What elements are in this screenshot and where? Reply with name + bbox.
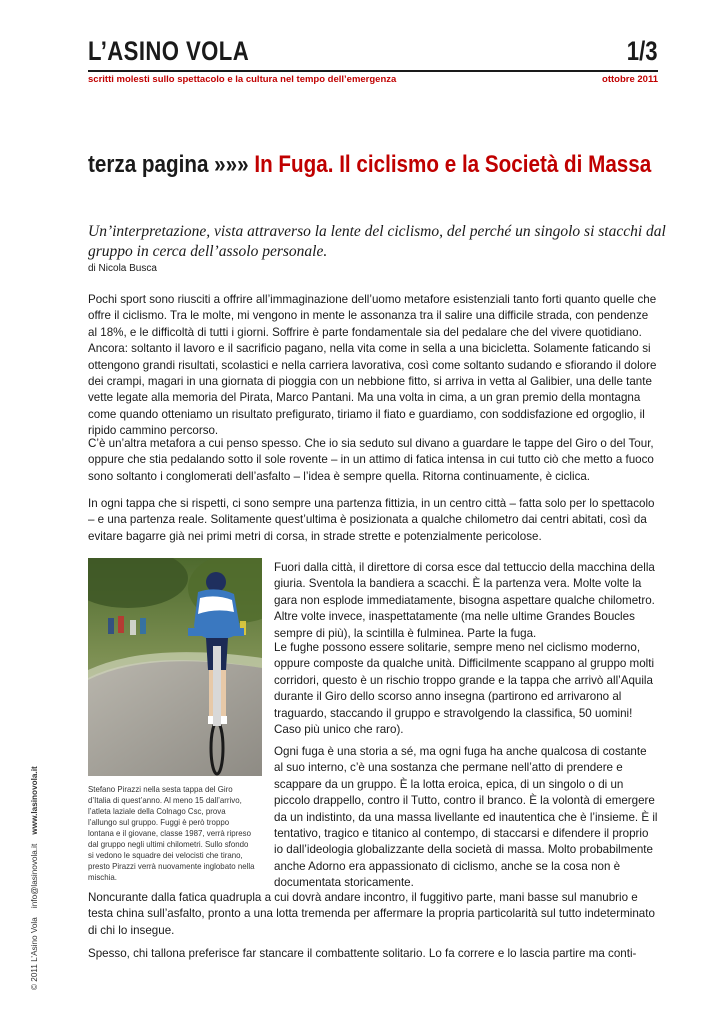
issue-date: ottobre 2011 (602, 74, 658, 85)
contact-email[interactable]: info@lasinovola.it (30, 843, 39, 909)
page-number: 1/3 (627, 36, 658, 66)
section-label: terza pagina »»» (88, 151, 249, 178)
website-link[interactable]: www.lasinovola.it (30, 766, 39, 835)
paragraph-3: In ogni tappa che si rispetti, ci sono sempre una partenza fittizia, in un centro città – fatta solo per lo spettacolo – e una partenza reale. Solitamente quest’ultima è posizionata a qualche chilometro dai centri abitati, così da evitare bagarre già nei primi metri di corsa, in strade strette e potenzialmente pericolose. (88, 497, 655, 543)
paragraph-4: Fuori dalla città, il direttore di corsa esce dal tettuccio della macchina della giuria. Sventola la bandiera a scacchi. È la partenza vera. Molte volte la gara non esplode immediatamente, bisogna aspettare qualche chilometro. Altre volte invece, inaspettatamente (ma nelle ultime Grandes Boucles sempre di più), la scintilla è fulminea. Parte la fuga. (274, 561, 655, 640)
article-headline (88, 150, 673, 179)
paragraph-2: C’è un’altra metafora a cui penso spesso. Che io sia seduto sul divano a guardare le tappe del Giro o del Tour, oppure che stia pedalando sotto il sole rovente – in un attimo di fatica intensa in cui tutto ciò che metto a fuoco sono soltanto i conglomerati dell’asfalto – l’idea è sempre quella. Ritorna continuamente, è ciclica. (88, 437, 654, 483)
article-lead: Un’interpretazione, vista attraverso la lente del ciclismo, del perché un singolo si stacchi dal gruppo in cerca dell’assolo personale. (88, 223, 666, 260)
article-title: In Fuga. Il ciclismo e la Società di Massa (254, 151, 652, 178)
paragraph-7: Noncurante dalla fatica quadrupla a cui dovrà andare incontro, il fuggitivo parte, mani basse sul manubrio e testa china sull’asfalto, pronto a una lotta tremenda per affermare la propria particolarità sul tutto indeterminato di chi lo insegue. (88, 891, 655, 937)
masthead-rule (88, 70, 658, 72)
masthead-title: L’ASINO VOLA (88, 36, 250, 66)
byline: di Nicola Busca (88, 263, 157, 274)
cyclist-photo (88, 558, 262, 776)
masthead-subtitle: scritti molesti sullo spettacolo e la cultura nel tempo dell’emergenza (88, 74, 397, 85)
paragraph-5: Le fughe possono essere solitarie, sempre meno nel ciclismo moderno, oppure composte da qualche unità. Difficilmente scappano al gruppo molti corridori, questo è un rischio troppo grande e la tappa che arrivò all’Aquila durante il Giro dello scorso anno insegna (partirono ed arrivarono al traguardo, staccando il gruppo e stravolgendo la classifica, 50 uomini! Caso più unico che raro). (274, 641, 655, 737)
paragraph-6: Ogni fuga è una storia a sé, ma ogni fuga ha anche qualcosa di costante al suo interno, c’è una sostanza che permane nell’atto di prendere e scappare da un gruppo. È la lotta eroica, epica, di un singolo o di un piccolo drappello, contro il Tutto, contro il branco. È la volontà di emergere da un indistinto, da una massa livellante ed inautentica che è l’insieme. È il tentativo, tragico e titanico al contempo, di staccarsi e difendere il proprio io dall’ideologia globalizzante della società di massa. Molto probabilmente anche Adorno era appassionato di ciclismo, anche se la cosa non è documentata storicamente. (274, 745, 658, 890)
paragraph-1: Pochi sport sono riusciti a offrire all’immaginazione dell’uomo metafore esistenziali tanto forti quanto quelle che offre il ciclismo. Tra le molte, mi vengono in mente le assonanza tra il salire una difficile strada, con pendenze al 18%, e le difficoltà di tutti i giorni. Soffrire è parte fondamentale sia del pedalare che del vivere quotidiano. Ancora: soltanto il lavoro e il sacrificio pagano, nella vita come in sella a una bicicletta. Solamente faticando si ottengono grandi risultati, scolastici e nella carriera lavorativa, così come soltanto sudando e sfiorando il dolore dei crampi, magari in una giornata di pioggia con un nebbione fitto, si arriva in vetta al Galibier, una delle tante vette legate alla memoria del Pirata, Marco Pantani. Ma una volta in cima, a un gran premio della montagna come quando otteniamo un risultato prefigurato, tiriamo il fiato e guardiamo, con soddisfazione ed orgoglio, il ripido cammino percorso. (88, 293, 657, 438)
paragraph-8: Spesso, chi tallona preferisce far stancare il combattente solitario. Lo fa correre e lo lascia partire ma conti- (88, 947, 637, 960)
copyright-text: © 2011 L’Asino Vola (30, 917, 39, 990)
sidebar-credits (30, 766, 39, 990)
photo-caption: Stefano Pirazzi nella sesta tappa del Giro d’Italia di quest’anno. Al meno 15 dall’arrivo, l’atleta laziale della Colnago Csc, prova l’allungo sul gruppo. Fuggi è però troppo lontana e il giovane, classe 1987, verrà ripreso dal gruppo negli ultimi chilometri. Sullo sfondo si vedono le squadre dei velocisti che tirano, presto Pirazzi verrà nuovamente inglobato nella mischia. (88, 784, 255, 882)
